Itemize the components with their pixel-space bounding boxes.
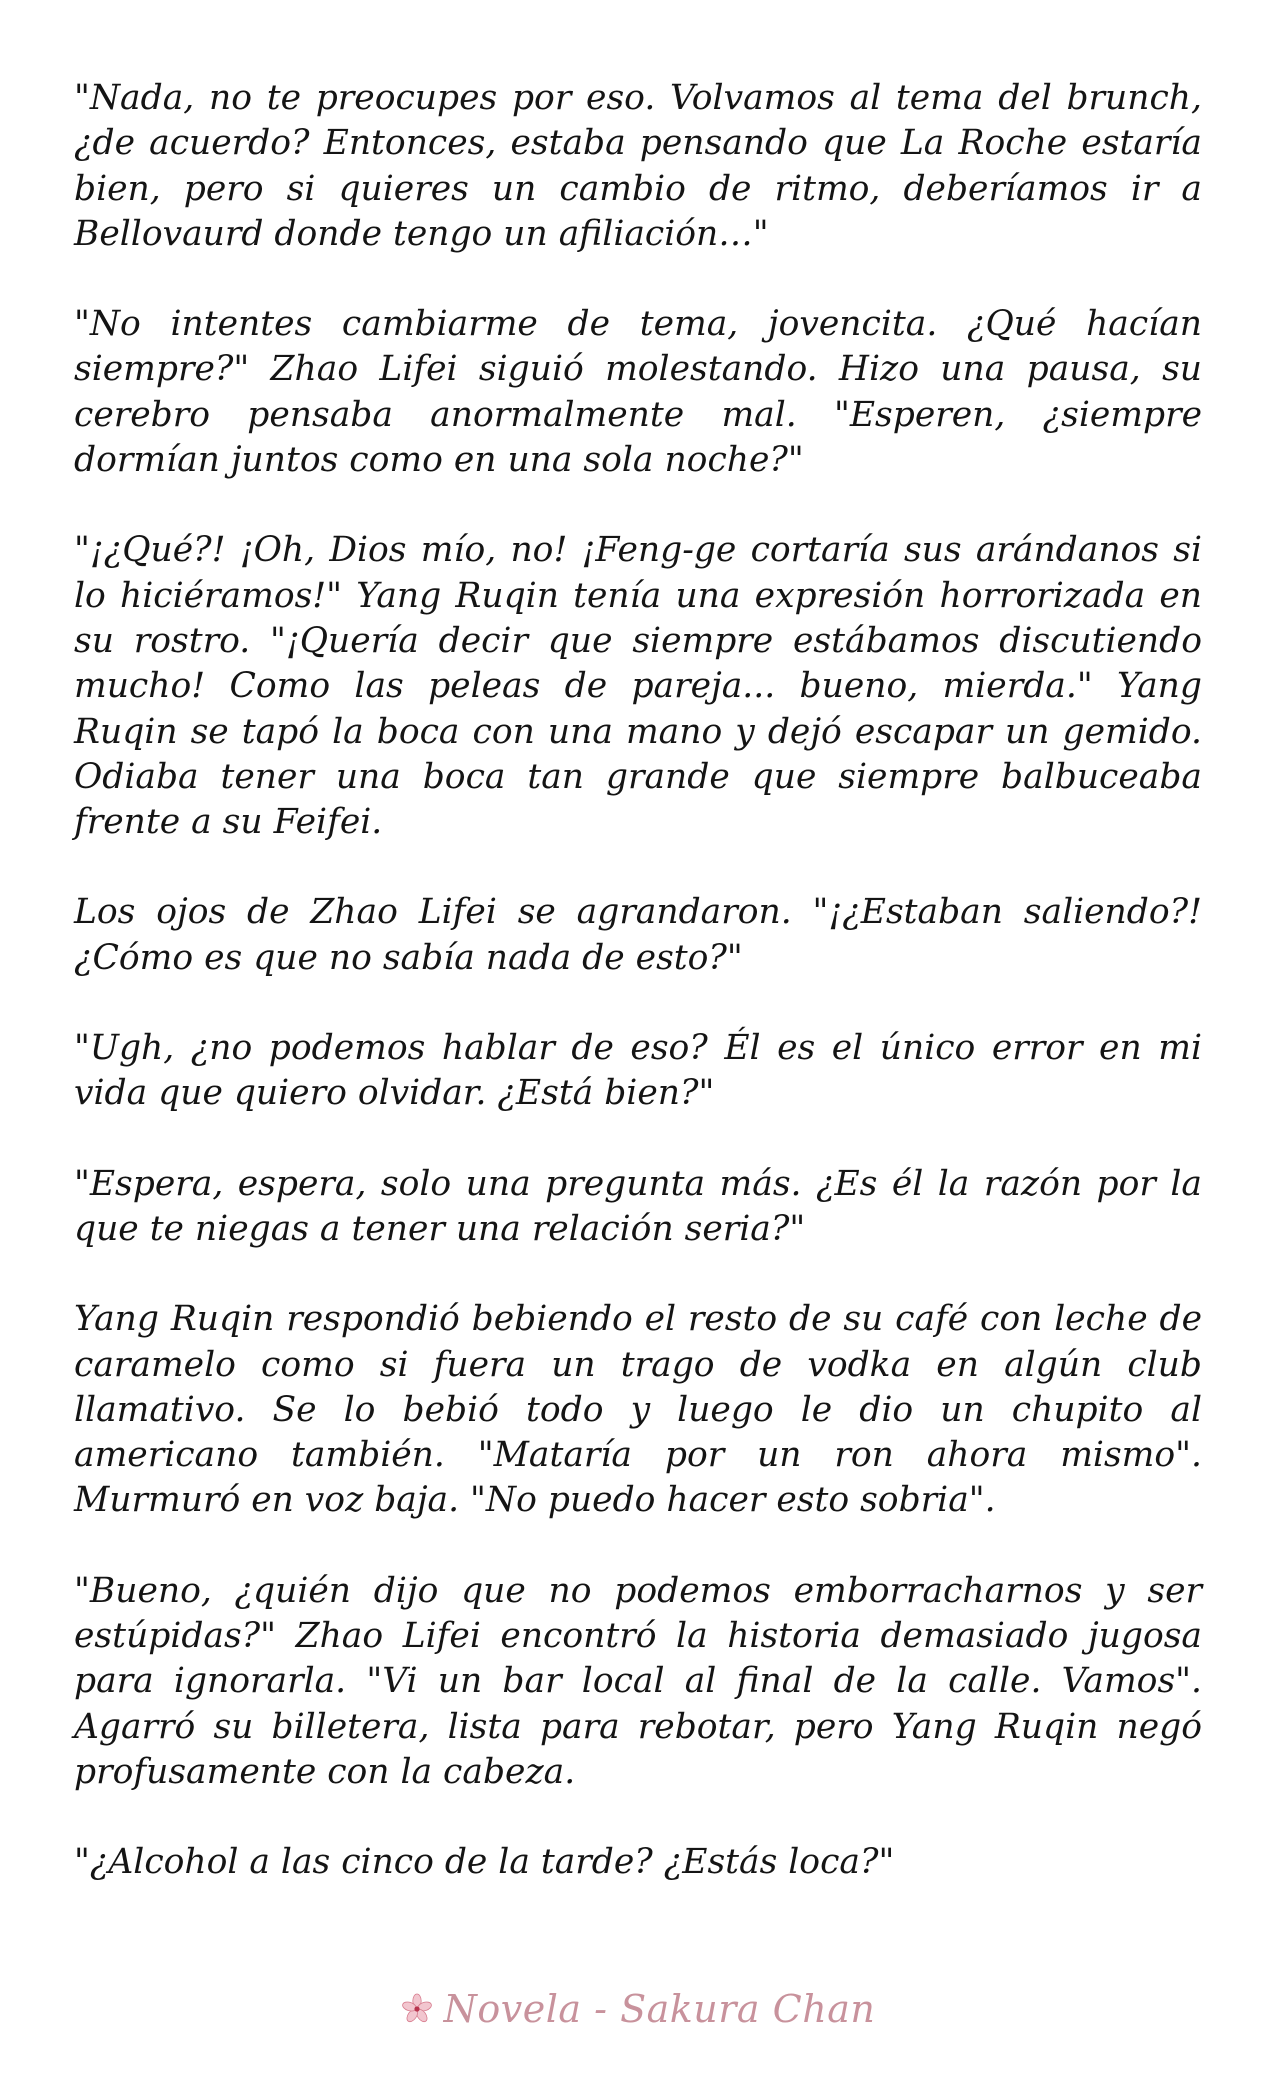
paragraph-2: "No intentes cambiarme de tema, jovencita. ¿Qué hacían siempre?" Zhao Lifei siguió molestando. Hizo una pausa, su cerebro pensaba anormalmente mal. "Esperen, ¿siempre dormían juntos como en una sola noche?" (74, 304, 1202, 481)
watermark-text: Novela - Sakura Chan (443, 1987, 876, 2031)
paragraph-4: Los ojos de Zhao Lifei se agrandaron. "¡¿Estaban saliendo?! ¿Cómo es que no sabía nada de esto?" (74, 892, 1202, 978)
paragraph-5: "Ugh, ¿no podemos hablar de eso? Él es el único error en mi vida que quiero olvidar. ¿Está bien?" (74, 1028, 1202, 1114)
sakura-flower-icon (400, 1992, 434, 2026)
paragraph-3: "¡¿Qué?! ¡Oh, Dios mío, no! ¡Feng-ge cortaría sus arándanos si lo hiciéramos!" Yang Ruqin tenía una expresión horrorizada en su rostro. "¡Quería decir que siempre estábamos discutiendo mucho! Como las peleas de pareja... bueno, mierda." Yang Ruqin se tapó la boca con una mano y dejó escapar un gemido. Odiaba tener una boca tan grande que siempre balbuceaba frente a su Feifei. (74, 530, 1202, 843)
paragraph-8: "Bueno, ¿quién dijo que no podemos emborracharnos y ser estúpidas?" Zhao Lifei encontró la historia demasiado jugosa para ignorarla. "Vi un bar local al final de la calle. Vamos". Agarró su billetera, lista para rebotar, pero Yang Ruqin negó profusamente con la cabeza. (74, 1570, 1202, 1792)
paragraph-7: Yang Ruqin respondió bebiendo el resto de su café con leche de caramelo como si fuera un trago de vodka en algún club llamativo. Se lo bebió todo y luego le dio un chupito al americano también. "Mataría por un ron ahora mismo". Murmuró en voz baja. "No puedo hacer esto sobria". (74, 1299, 1202, 1521)
paragraph-1: "Nada, no te preocupes por eso. Volvamos al tema del brunch, ¿de acuerdo? Entonces, estaba pensando que La Roche estaría bien, pero si quieres un cambio de ritmo, deberíamos ir a Bellovaurd donde tengo un afiliación…" (74, 78, 1202, 254)
paragraph-6: "Espera, espera, solo una pregunta más. ¿Es él la razón por la que te niegas a tener una relación seria?" (74, 1163, 1202, 1249)
paragraph-9: "¿Alcohol a las cinco de la tarde? ¿Estás loca?" (74, 1842, 895, 1883)
story-page (74, 76, 1202, 1886)
watermark (0, 1984, 1275, 2034)
